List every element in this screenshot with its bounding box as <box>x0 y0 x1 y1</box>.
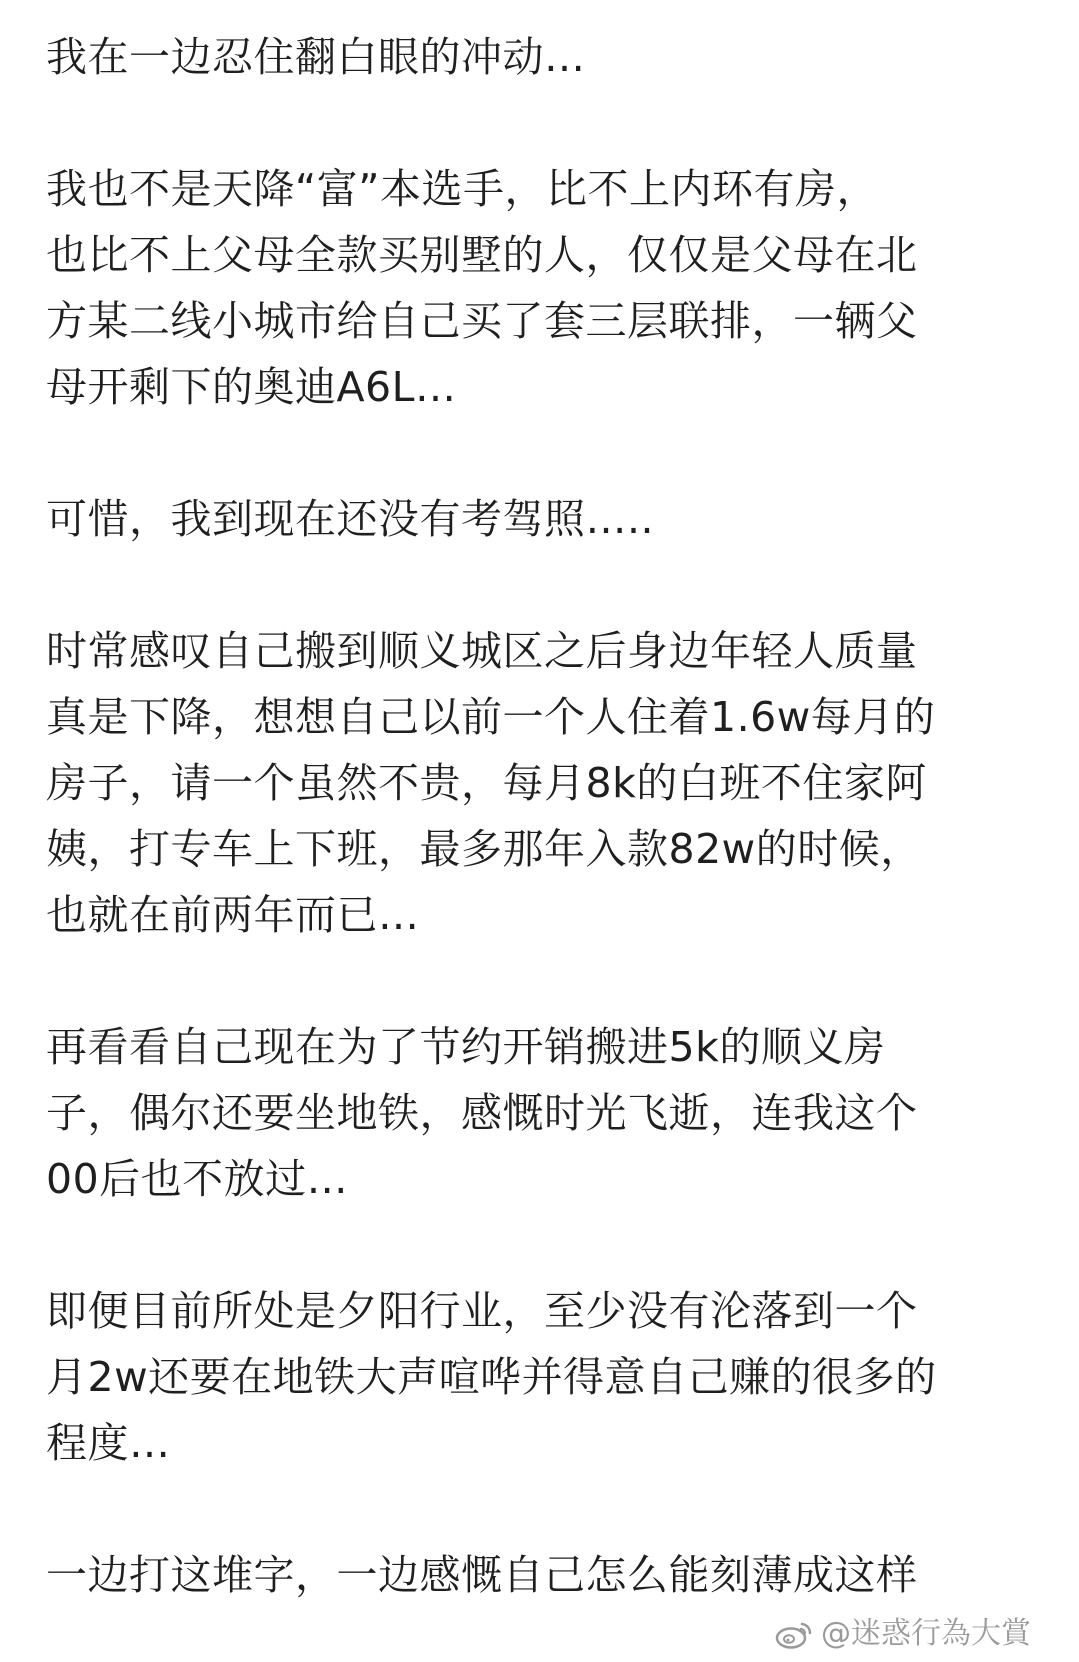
text-line: 再看看自己现在为了节约开销搬进5k的顺义房 <box>46 1023 886 1071</box>
text-line: 真是下降，想想自己以前一个人住着1.6w每月的 <box>46 693 936 741</box>
weibo-icon <box>775 1619 813 1649</box>
text-line: 也就在前两年而已… <box>46 891 420 939</box>
text-line: 母开剩下的奥迪A6L… <box>46 363 457 411</box>
text-line: 时常感叹自己搬到顺义城区之后身边年轻人质量 <box>46 627 918 675</box>
text-line: 月2w还要在地铁大声喧哗并得意自己赚的很多的 <box>46 1353 937 1401</box>
paragraph-1 <box>46 24 1056 90</box>
watermark <box>775 1616 1031 1652</box>
text-line: 我也不是天降“富”本选手，比不上内环有房， <box>46 165 878 213</box>
text-line: 也比不上父母全款买别墅的人，仅仅是父母在北 <box>46 231 918 279</box>
text-line: 子，偶尔还要坐地铁，感慨时光飞逝，连我这个 <box>46 1089 918 1137</box>
text-line: 我在一边忍住翻白眼的冲动… <box>46 33 586 81</box>
paragraph-7 <box>46 1542 1056 1608</box>
text-line: 程度… <box>46 1419 171 1467</box>
text-line: 一边打这堆字，一边感慨自己怎么能刻薄成这样 <box>46 1551 918 1599</box>
text-line: 可惜，我到现在还没有考驾照….. <box>46 495 655 543</box>
text-line: 即便目前所处是夕阳行业，至少没有沦落到一个 <box>46 1287 918 1335</box>
text-line: 房子，请一个虽然不贵，每月8k的白班不住家阿 <box>46 759 927 807</box>
paragraph-2 <box>46 156 1056 420</box>
text-line: 姨，打专车上下班，最多那年入款82w的时候， <box>46 825 922 873</box>
paragraph-3 <box>46 486 1056 552</box>
text-line: 方某二线小城市给自己买了套三层联排，一辆父 <box>46 297 918 345</box>
paragraph-5 <box>46 1014 1056 1212</box>
post-body <box>46 0 1056 1608</box>
text-line: 00后也不放过… <box>46 1155 349 1203</box>
paragraph-6 <box>46 1278 1056 1476</box>
paragraph-4 <box>46 618 1056 948</box>
watermark-text: @迷惑行為大賞 <box>821 1616 1031 1651</box>
